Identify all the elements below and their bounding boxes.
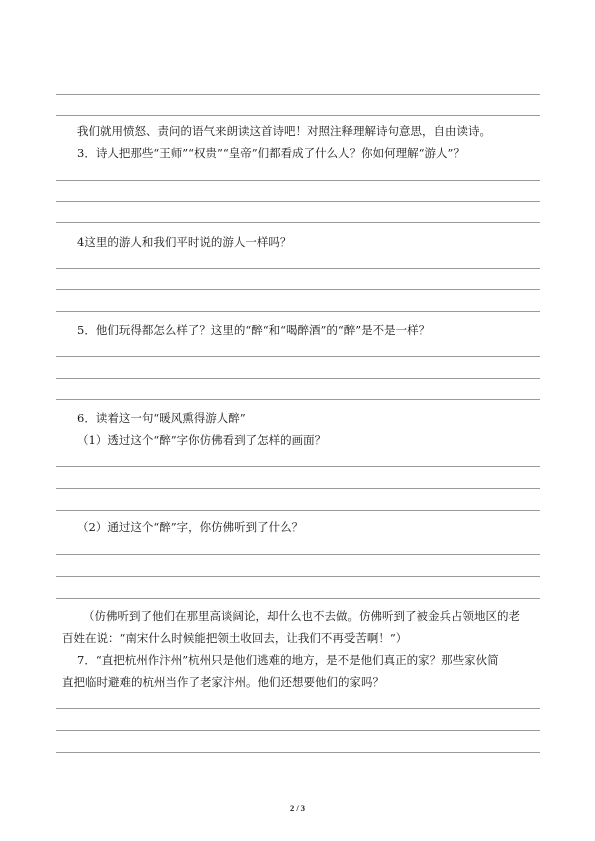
answer-line[interactable] [56,399,540,400]
answer-line[interactable] [56,180,540,181]
answer-line[interactable] [56,488,540,489]
answer-text-line1: （仿佛听到了他们在那里高谈阔论，却什么也不去做。仿佛听到了被金兵占领地区的老 [83,609,520,623]
intro-text: 我们就用愤怒、责问的语气来朗读这首诗吧！对照注释理解诗句意思，自由读诗。 [77,124,491,138]
answer-line[interactable] [56,598,540,599]
question-7-line2: 直把临时避难的杭州当作了老家汴州。他们还想要他们的家吗？ [62,675,384,689]
answer-line[interactable] [56,466,540,467]
page-number: 2 / 3 [289,803,306,813]
question-6-sub2: （2）通过这个“醉”字，你仿佛听到了什么？ [77,520,304,534]
answer-line[interactable] [56,94,540,95]
answer-line[interactable] [56,115,540,116]
answer-line[interactable] [56,268,540,269]
answer-line[interactable] [56,576,540,577]
answer-text-line2: 百姓在说：“南宋什么时候能把领土收回去，让我们不再受苦啊！”） [62,631,408,645]
answer-line[interactable] [56,510,540,511]
answer-line[interactable] [56,201,540,202]
question-7-line1: 7．“直把杭州作汴州”杭州只是他们逃难的地方，是不是他们真正的家？那些家伙简 [77,653,499,667]
answer-line[interactable] [56,311,540,312]
answer-line[interactable] [56,378,540,379]
answer-line[interactable] [56,752,540,753]
question-3: 3．诗人把那些“王师”“权贵”“皇帝”们都看成了什么人？你如何理解“游人”？ [77,146,465,160]
answer-line[interactable] [56,730,540,731]
question-4: 4这里的游人和我们平时说的游人一样吗？ [77,235,292,249]
answer-line[interactable] [56,289,540,290]
question-6-sub1: （1）透过这个“醉”字你仿佛看到了怎样的画面？ [77,433,327,447]
answer-line[interactable] [56,222,540,223]
question-6-title: 6．读着这一句“暖风熏得游人醉” [77,411,246,425]
question-5: 5．他们玩得都怎么样了？这里的“醉“和“喝醉酒”的“醉”是不是一样？ [77,323,431,337]
answer-line[interactable] [56,554,540,555]
answer-line[interactable] [56,708,540,709]
answer-line[interactable] [56,356,540,357]
